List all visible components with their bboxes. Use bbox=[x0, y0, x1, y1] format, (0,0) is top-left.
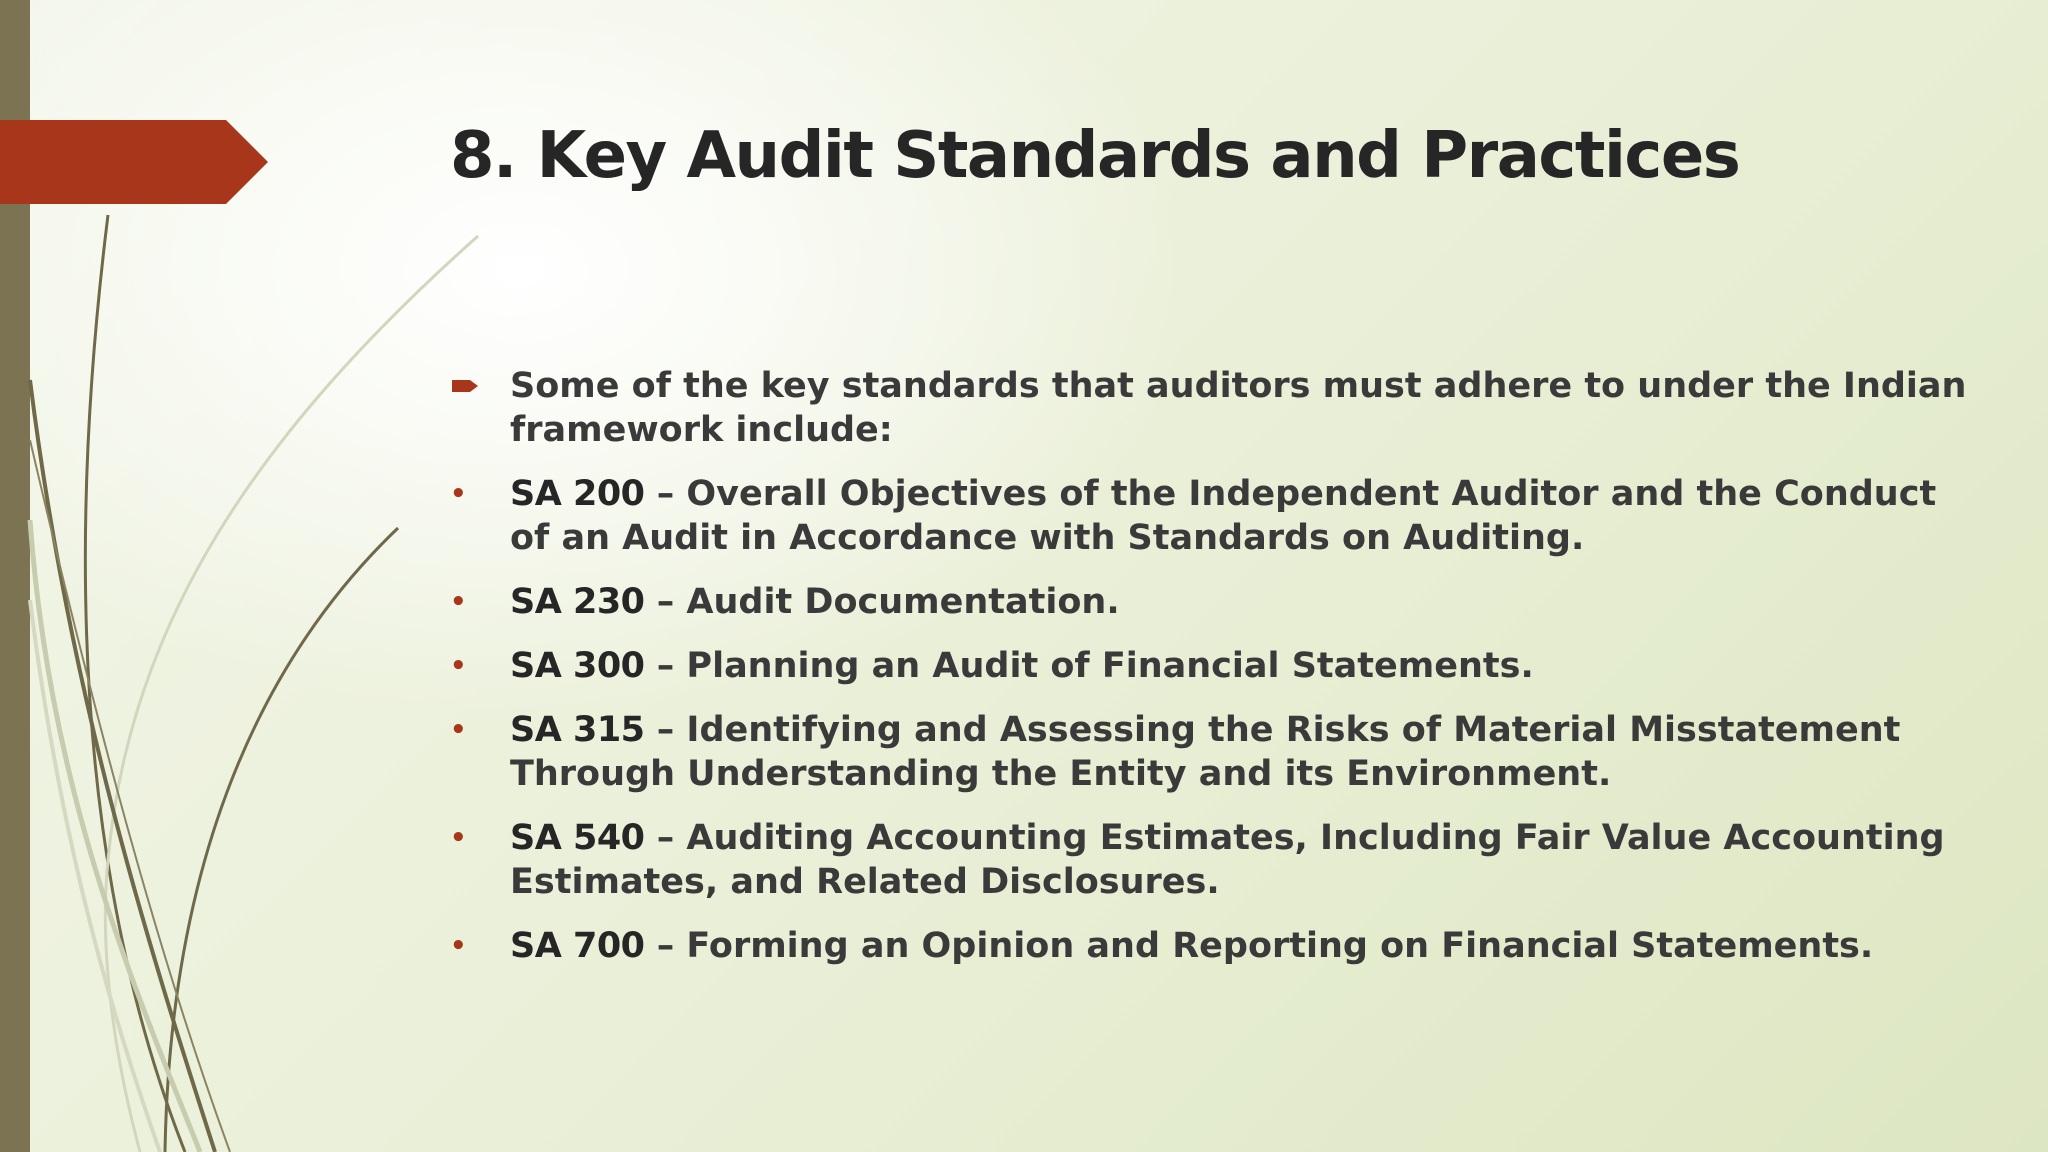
standard-description: – Identifying and Assessing the Risks of Material Misstatement Through Understanding the Entity and its Environment. bbox=[510, 710, 1901, 794]
bullet-dot-icon: • bbox=[450, 823, 467, 853]
standard-item bbox=[450, 472, 1970, 560]
standard-description: – Auditing Accounting Estimates, Including Fair Value Accounting Estimates, and Related Disclosures. bbox=[510, 818, 1945, 902]
bullet-list bbox=[450, 364, 1970, 968]
standard-item bbox=[450, 924, 1970, 968]
standard-code: SA 230 bbox=[510, 582, 645, 622]
grass-curve-3 bbox=[165, 528, 398, 1152]
standard-item bbox=[450, 708, 1970, 796]
title-arrow-tab bbox=[0, 120, 268, 204]
standard-description: – Audit Documentation. bbox=[656, 582, 1120, 622]
intro-item bbox=[450, 364, 1970, 452]
intro-text: Some of the key standards that auditors must adhere to under the Indian framework include: bbox=[510, 366, 1967, 450]
bullet-dot-icon: • bbox=[450, 479, 467, 509]
grass-curve-2 bbox=[105, 236, 478, 1152]
slide-title: 8. Key Audit Standards and Practices bbox=[450, 119, 1740, 193]
standard-item bbox=[450, 816, 1970, 904]
arrow-bullet-icon bbox=[452, 378, 478, 394]
slide-content bbox=[450, 364, 1970, 988]
standard-item bbox=[450, 580, 1970, 624]
bullet-dot-icon: • bbox=[450, 651, 467, 681]
standard-code: SA 200 bbox=[510, 474, 645, 514]
bullet-dot-icon: • bbox=[450, 715, 467, 745]
standard-code: SA 540 bbox=[510, 818, 645, 858]
bullet-dot-icon: • bbox=[450, 587, 467, 617]
standard-description: – Overall Objectives of the Independent Auditor and the Conduct of an Audit in Accordance with Standards on Auditing. bbox=[510, 474, 1937, 558]
standard-item bbox=[450, 644, 1970, 688]
standard-description: – Forming an Opinion and Reporting on Financial Statements. bbox=[656, 926, 1874, 966]
standard-code: SA 300 bbox=[510, 646, 645, 686]
bullet-dot-icon: • bbox=[450, 931, 467, 961]
standard-code: SA 700 bbox=[510, 926, 645, 966]
standard-description: – Planning an Audit of Financial Statements. bbox=[656, 646, 1534, 686]
standard-code: SA 315 bbox=[510, 710, 645, 750]
